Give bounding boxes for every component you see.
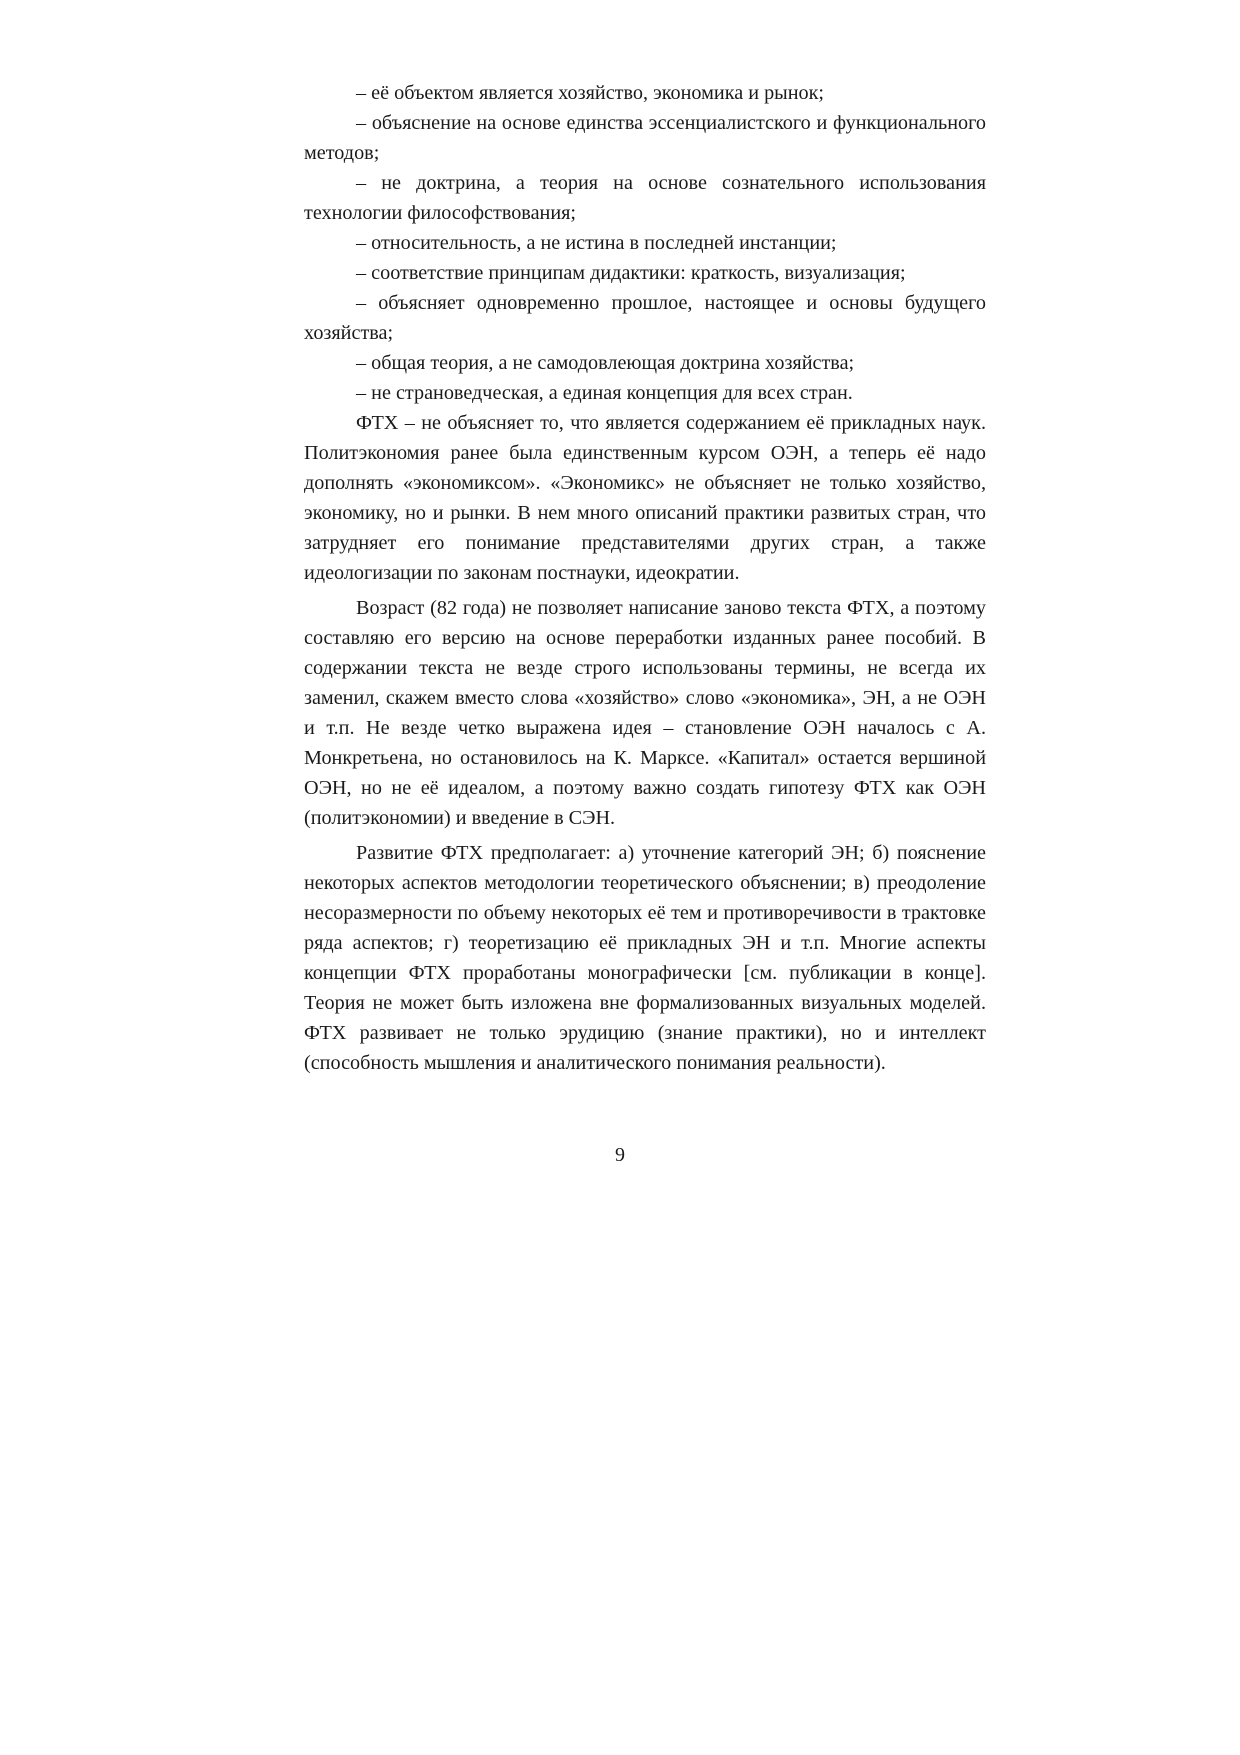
list-item: – объяснение на основе единства эссенциалистского и функционального методов; [304, 112, 986, 164]
list-item: – соответствие принципам дидактики: краткость, визуализация; [356, 262, 906, 284]
list-item: – не страноведческая, а единая концепция для всех стран. [356, 382, 853, 404]
paragraph-ftx-development: Развитие ФТХ предполагает: а) уточнение категорий ЭН; б) пояснение некоторых аспектов методологии теоретического объяснении; в) преодоление несоразмерности по объему некоторых её тем и противоречивости в трактовке ряда аспектов; г) теоретизацию её прикладных ЭН и т.п. Многие аспекты концепции ФТХ проработаны монографически [см. публикации в конце]. Теория не может быть изложена вне формализованных визуальных моделей. ФТХ развивает не только эрудицию (знание практики), но и интеллект (способность мышления и аналитического понимания реальности). [304, 842, 986, 1074]
page-number: 9 [615, 1144, 625, 1166]
list-item: – объясняет одновременно прошлое, настоящее и основы будущего хозяйства; [304, 292, 986, 344]
list-item: – общая теория, а не самодовлеющая доктрина хозяйства; [356, 352, 855, 374]
paragraph-author-age: Возраст (82 года) не позволяет написание заново текста ФТХ, а поэтому составляю его версию на основе переработки изданных ранее пособий. В содержании текста не везде строго использованы термины, не всегда их заменил, скажем вместо слова «хозяйство» слово «экономика», ЭН, а не ОЭН и т.п. Не везде четко выражена идея – становление ОЭН началось с А. Монкретьена, но остановилось на К. Марксе. «Капитал» остается вершиной ОЭН, но не её идеалом, а поэтому важно создать гипотезу ФТХ как ОЭН (политэкономии) и введение в СЭН. [304, 597, 986, 829]
list-item: – её объектом является хозяйство, экономика и рынок; [356, 82, 825, 104]
list-item: – относительность, а не истина в последней инстанции; [356, 232, 837, 254]
page-body [304, 78, 986, 1078]
list-item: – не доктрина, а теория на основе сознательного использования технологии философствования; [304, 172, 986, 224]
paragraph-ftx-scope: ФТХ – не объясняет то, что является содержанием её прикладных наук. Политэкономия ранее была единственным курсом ОЭН, а теперь её надо дополнять «экономиксом». «Экономикс» не объясняет не только хозяйство, экономику, но и рынки. В нем много описаний практики развитых стран, что затрудняет его понимание представителями других стран, а также идеологизации по законам постнауки, идеократии. [304, 412, 986, 584]
